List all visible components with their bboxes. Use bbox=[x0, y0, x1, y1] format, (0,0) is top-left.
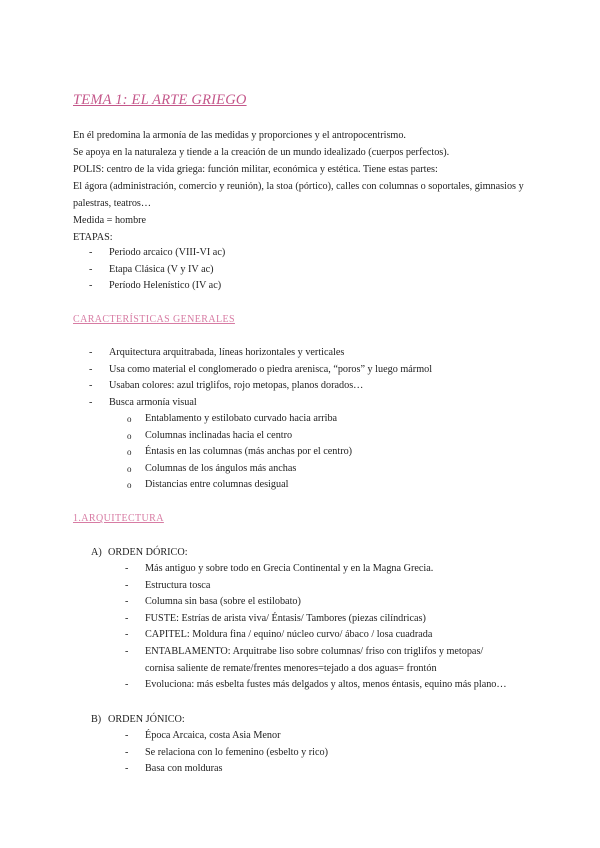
dash-marker: - bbox=[89, 396, 93, 408]
dash-marker: - bbox=[125, 730, 129, 741]
order-heading-jonico bbox=[91, 711, 185, 728]
circle-marker: o bbox=[127, 447, 132, 458]
order-letter: A) bbox=[91, 547, 102, 558]
intro-line: ETAPAS: bbox=[73, 232, 113, 243]
list-item: - Usaban colores: azul triglifos, rojo metopas, planos dorados… bbox=[109, 378, 432, 395]
dash-marker: - bbox=[89, 247, 93, 258]
list-item: - ENTABLAMENTO: Arquitrabe liso sobre columnas/ friso con triglifos y metopas/ cornisa saliente de remate/frentes menores=tejado a dos aguas= frontón bbox=[125, 645, 484, 674]
circle-marker: o bbox=[127, 480, 132, 491]
list-item: - Usa como material el conglomerado o piedra arenisca, “poros” y luego mármol bbox=[109, 362, 432, 379]
order-heading-dorico bbox=[91, 544, 188, 561]
list-item: - CAPITEL: Moldura fina / equino/ núcleo curvo/ ábaco / losa cuadrada bbox=[145, 627, 545, 644]
dash-marker: - bbox=[125, 629, 129, 641]
list-item: - Periodo arcaico (VIII-VI ac) bbox=[109, 245, 225, 262]
dash-marker: - bbox=[89, 380, 93, 392]
intro-line: Medida = hombre bbox=[73, 215, 147, 226]
caracteristicas-list bbox=[89, 345, 433, 411]
order-label: ORDEN DÓRICO: bbox=[108, 547, 188, 558]
list-item: - Época Arcaica, costa Asia Menor bbox=[145, 728, 328, 745]
dash-marker: - bbox=[89, 280, 93, 292]
list-item: - Columna sin basa (sobre el estilobato) bbox=[145, 594, 545, 611]
list-item: - Basa con molduras bbox=[145, 761, 328, 778]
intro-line: El ágora (administración, comercio y reunión), la stoa (pórtico), calles con columnas o soportales, gimnasios y palestras, teatros… bbox=[73, 181, 524, 209]
jonico-list bbox=[125, 728, 329, 778]
list-item: o Columnas de los ángulos más anchas bbox=[145, 461, 352, 478]
page-title: TEMA 1: EL ARTE GRIEGO bbox=[73, 92, 247, 108]
list-item: o Entablamento y estilobato curvado hacia arriba bbox=[145, 411, 352, 428]
list-item: - Busca armonía visual bbox=[109, 395, 432, 412]
circle-marker: o bbox=[127, 414, 132, 424]
dash-marker: - bbox=[125, 596, 129, 608]
list-item: - Arquitectura arquitrabada, líneas horizontales y verticales bbox=[109, 345, 432, 362]
dash-marker: - bbox=[125, 746, 129, 758]
order-letter: B) bbox=[91, 714, 102, 725]
list-item: - Se relaciona con lo femenino (esbelto y rico) bbox=[145, 745, 328, 762]
intro-line: Se apoya en la naturaleza y tiende a la creación de un mundo idealizado (cuerpos perfectos). bbox=[73, 147, 450, 158]
dash-marker: - bbox=[125, 563, 129, 574]
list-item: - Evoluciona: más esbelta fustes más delgados y altos, menos éntasis, equino más plano… bbox=[145, 677, 545, 694]
intro-line: POLIS: centro de la vida griega: función militar, económica y estética. Tiene estas partes: bbox=[73, 164, 438, 175]
dash-marker: - bbox=[125, 612, 129, 624]
circle-marker: o bbox=[127, 430, 132, 441]
list-item: - FUSTE: Estrías de arista viva/ Éntasis/ Tambores (piezas cilíndricas) bbox=[145, 611, 545, 628]
etapas-list bbox=[89, 245, 226, 295]
dash-marker: - bbox=[89, 263, 93, 275]
list-item: - Período Helenístico (IV ac) bbox=[109, 278, 225, 295]
list-item: o Distancias entre columnas desigual bbox=[145, 477, 352, 494]
list-item: - Estructura tosca bbox=[145, 578, 545, 595]
list-item: o Columnas inclinadas hacia el centro bbox=[145, 428, 352, 445]
armonia-sublist bbox=[127, 411, 353, 494]
circle-marker: o bbox=[127, 463, 132, 474]
dash-marker: - bbox=[125, 645, 129, 657]
section-heading-caracteristicas: CARACTERÍSTICAS GENERALES bbox=[73, 314, 235, 325]
list-item: - Más antiguo y sobre todo en Grecia Continental y en la Magna Grecia. bbox=[145, 561, 545, 578]
intro-paragraph bbox=[73, 127, 543, 246]
intro-line: En él predomina la armonía de las medidas y proporciones y el antropocentrismo. bbox=[73, 130, 406, 141]
entablamento-continuation: cornisa saliente de remate/frentes menores=tejado a dos aguas= frontón bbox=[145, 662, 437, 674]
dash-marker: - bbox=[125, 763, 129, 775]
dash-marker: - bbox=[89, 347, 93, 358]
list-item: - Etapa Clásica (V y IV ac) bbox=[109, 262, 225, 279]
dash-marker: - bbox=[125, 579, 129, 591]
list-item: o Éntasis en las columnas (más anchas por el centro) bbox=[145, 444, 352, 461]
section-heading-arquitectura: 1.ARQUITECTURA bbox=[73, 513, 164, 524]
order-label: ORDEN JÓNICO: bbox=[108, 714, 185, 725]
dash-marker: - bbox=[89, 363, 93, 375]
dash-marker: - bbox=[125, 679, 129, 691]
dorico-list bbox=[125, 561, 545, 694]
